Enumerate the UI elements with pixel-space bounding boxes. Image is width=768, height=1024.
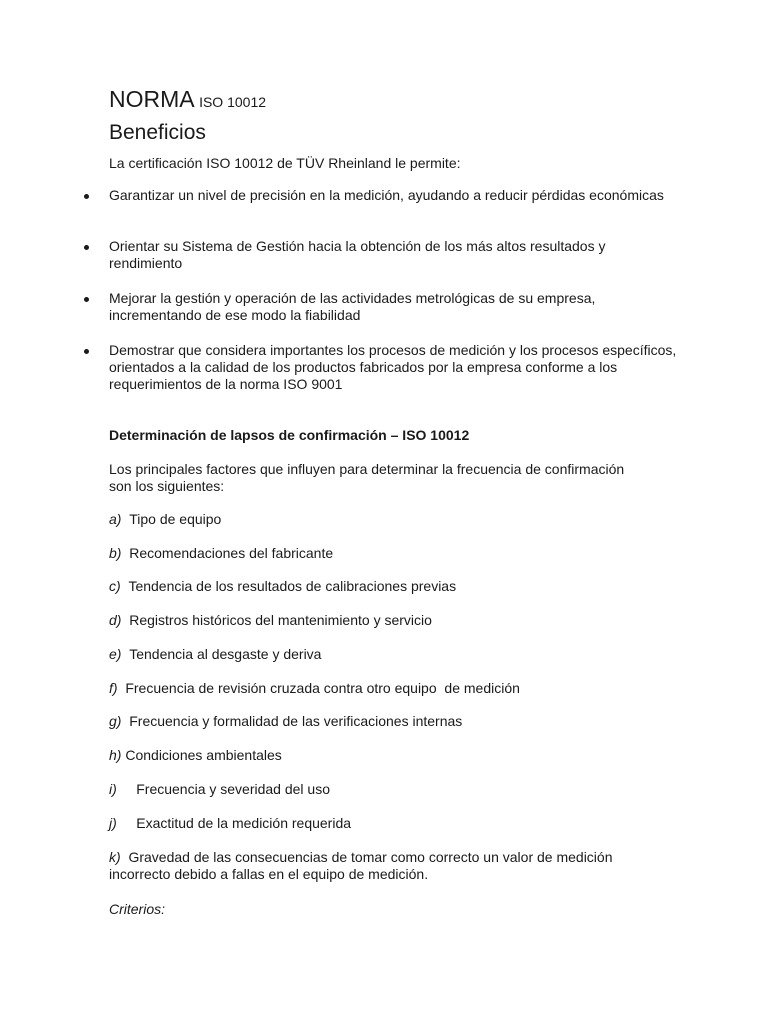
factor-text: Recomendaciones del fabricante	[129, 545, 334, 561]
factor-text: Tendencia de los resultados de calibraciones previas	[128, 578, 457, 594]
bullet-icon	[84, 349, 89, 354]
benefit-item	[109, 342, 679, 393]
factor-letter: b)	[109, 545, 122, 561]
factor-letter: i)	[109, 781, 117, 797]
benefit-text: Garantizar un nivel de precisión en la medición, ayudando a reducir pérdidas económicas	[109, 187, 664, 203]
benefit-text: Demostrar que considera importantes los procesos de medición y los procesos específicos, orientados a la calidad de los productos fabricados por la empresa conforme a los requerimientos de la norma ISO 9001	[109, 342, 677, 392]
factor-text: Gravedad de las consecuencias de tomar como correcto un valor de medición incorrecto debido a fallas en el equipo de medición.	[109, 849, 613, 882]
factor-text: Frecuencia y formalidad de las verificaciones internas	[129, 713, 463, 729]
factor-text: Condiciones ambientales	[125, 747, 282, 763]
factor-letter: g)	[109, 713, 122, 729]
factor-item	[109, 680, 649, 697]
title-sub: ISO 10012	[199, 94, 267, 110]
benefit-item	[109, 187, 679, 204]
factor-item	[109, 815, 649, 832]
factor-item	[109, 646, 649, 663]
factor-text: Exactitud de la medición requerida	[136, 815, 352, 831]
factor-item	[109, 781, 649, 798]
factor-text: Registros históricos del mantenimiento y servicio	[129, 612, 432, 628]
factor-item	[109, 713, 649, 730]
factor-letter: j)	[109, 815, 117, 831]
factor-text: Tipo de equipo	[129, 511, 222, 527]
benefits-heading: Beneficios	[109, 121, 206, 144]
factor-letter: e)	[109, 646, 122, 662]
factor-letter: f)	[109, 680, 118, 696]
factor-item	[109, 747, 649, 764]
factor-item	[109, 612, 649, 629]
bullet-icon	[84, 297, 89, 302]
intro-text: La certificación ISO 10012 de TÜV Rheinland le permite:	[109, 155, 461, 171]
factor-letter: k)	[109, 849, 121, 865]
factor-text: Frecuencia y severidad del uso	[136, 781, 331, 797]
benefit-item	[109, 238, 679, 272]
benefit-text: Mejorar la gestión y operación de las actividades metrológicas de su empresa, incrementando de ese modo la fiabilidad	[109, 290, 596, 323]
document-title	[109, 86, 266, 113]
factor-letter: d)	[109, 612, 122, 628]
factor-item	[109, 849, 649, 883]
factor-item	[109, 511, 649, 528]
bullet-icon	[84, 245, 89, 250]
factor-item	[109, 545, 649, 562]
factor-letter: h)	[109, 747, 122, 763]
factor-text: Tendencia al desgaste y deriva	[129, 646, 322, 662]
factor-item	[109, 578, 649, 595]
section-paragraph: Los principales factores que influyen para determinar la frecuencia de confirmación son los siguientes:	[109, 461, 625, 494]
factor-letter: a)	[109, 511, 122, 527]
title-main: NORMA	[109, 86, 195, 112]
factor-letter: c)	[109, 578, 121, 594]
section-heading: Determinación de lapsos de confirmación – ISO 10012	[109, 427, 470, 443]
benefit-text: Orientar su Sistema de Gestión hacia la obtención de los más altos resultados y rendimiento	[109, 238, 606, 271]
criterios-label: Criterios:	[109, 901, 166, 917]
bullet-icon	[84, 194, 89, 199]
factor-text: Frecuencia de revisión cruzada contra otro equipo de medición	[125, 680, 520, 696]
benefit-item	[109, 290, 679, 324]
